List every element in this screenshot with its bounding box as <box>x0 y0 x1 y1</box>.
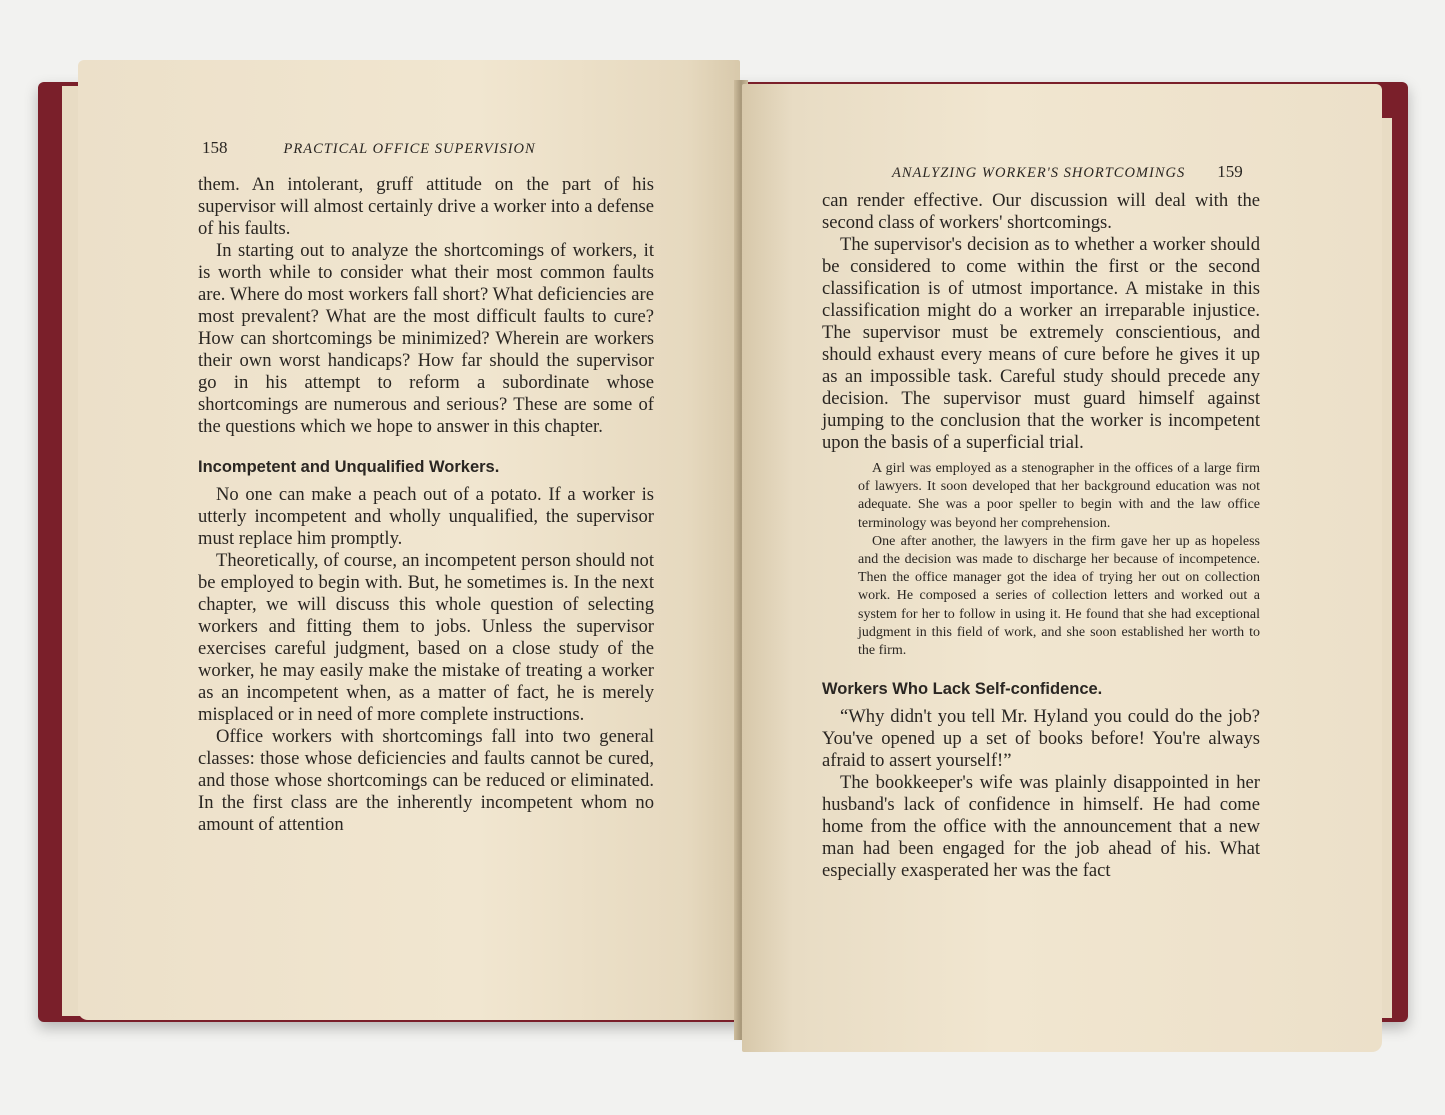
left-paragraph-1: them. An intolerant, gruff attitude on the part of his supervisor will almost certainly drive a worker into a defense of his faults. <box>198 174 654 239</box>
example-block <box>858 460 1260 660</box>
left-page-body <box>198 174 654 836</box>
right-paragraph-2: The supervisor's decision as to whether a worker should be considered to come within the first or the second classification is of utmost importance. A mistake in this classification might do a worker an irreparable injustice. The supervisor must be extremely conscientious, and should exhaust every means of cure before he gives it up as an impossible task. Careful study should precede any decision. The supervisor must guard himself against jumping to the conclusion that the worker is incompetent upon the basis of a superficial trial. <box>822 234 1260 453</box>
right-page-body <box>822 190 1260 882</box>
left-page <box>78 60 740 1020</box>
right-page <box>742 84 1382 1052</box>
left-paragraph-2: In starting out to analyze the shortcomings of workers, it is worth while to consider what their most common faults are. Where do most workers fall short? What deficiencies are most prevalent? What are the most difficult faults to cure? How can shortcomings be minimized? Wherein are workers their own worst handicaps? How far should the supervisor go in his attempt to reform a subordinate whose shortcomings are numerous and serious? These are some of the questions which we hope to answer in this chapter. <box>198 240 654 437</box>
section-heading-incompetent: Incompetent and Unqualified Workers. <box>198 458 500 476</box>
left-page-number: 158 <box>202 138 228 157</box>
left-paragraph-5: Office workers with shortcomings fall into two general classes: those whose deficiencies and faults cannot be cured, and those whose shortcomings can be reduced or eliminated. In the first class are the inherently incompetent whom no amount of attention <box>198 726 654 835</box>
right-page-number: 159 <box>1217 162 1243 181</box>
right-running-head <box>892 162 1243 182</box>
left-running-title: PRACTICAL OFFICE SUPERVISION <box>283 141 536 157</box>
right-paragraph-3: “Why didn't you tell Mr. Hyland you could do the job? You've opened up a set of books before! You're always afraid to assert yourself!” <box>822 706 1260 772</box>
left-running-head <box>202 138 536 158</box>
right-running-title: ANALYZING WORKER'S SHORTCOMINGS <box>892 165 1186 181</box>
section-heading-self-confidence: Workers Who Lack Self-confidence. <box>822 680 1103 699</box>
right-paragraph-4: The bookkeeper's wife was plainly disappointed in her husband's lack of confidence in himself. He had come home from the office with the announcement that a new man had been engaged for the job ahead of his. What especially exasperated her was the fact <box>822 772 1260 882</box>
example-paragraph-2: One after another, the lawyers in the firm gave her up as hopeless and the decision was made to discharge her because of incompetence. Then the office manager got the idea of trying her out on collection work. He composed a series of collection letters and worked out a system for her to follow in using it. He found that she had exceptional judgment in this field of work, and she soon established her worth to the firm. <box>858 533 1260 659</box>
right-paragraph-1: can render effective. Our discussion will deal with the second class of workers' shortcomings. <box>822 190 1260 233</box>
example-paragraph-1: A girl was employed as a stenographer in the offices of a large firm of lawyers. It soon developed that her background education was not adequate. She was a poor speller to begin with and the law office terminology was beyond her comprehension. <box>858 461 1260 531</box>
left-paragraph-4: Theoretically, of course, an incompetent person should not be employed to begin with. But, he sometimes is. In the next chapter, we will discuss this whole question of selecting workers and fitting them to jobs. Unless the supervisor exercises careful judgment, based on a close study of the worker, he may easily make the mistake of treating a worker as an incompetent when, as a matter of fact, he is merely misplaced or in need of more complete instructions. <box>198 550 654 725</box>
left-paragraph-3: No one can make a peach out of a potato. If a worker is utterly incompetent and wholly unqualified, the supervisor must replace him promptly. <box>198 484 654 549</box>
